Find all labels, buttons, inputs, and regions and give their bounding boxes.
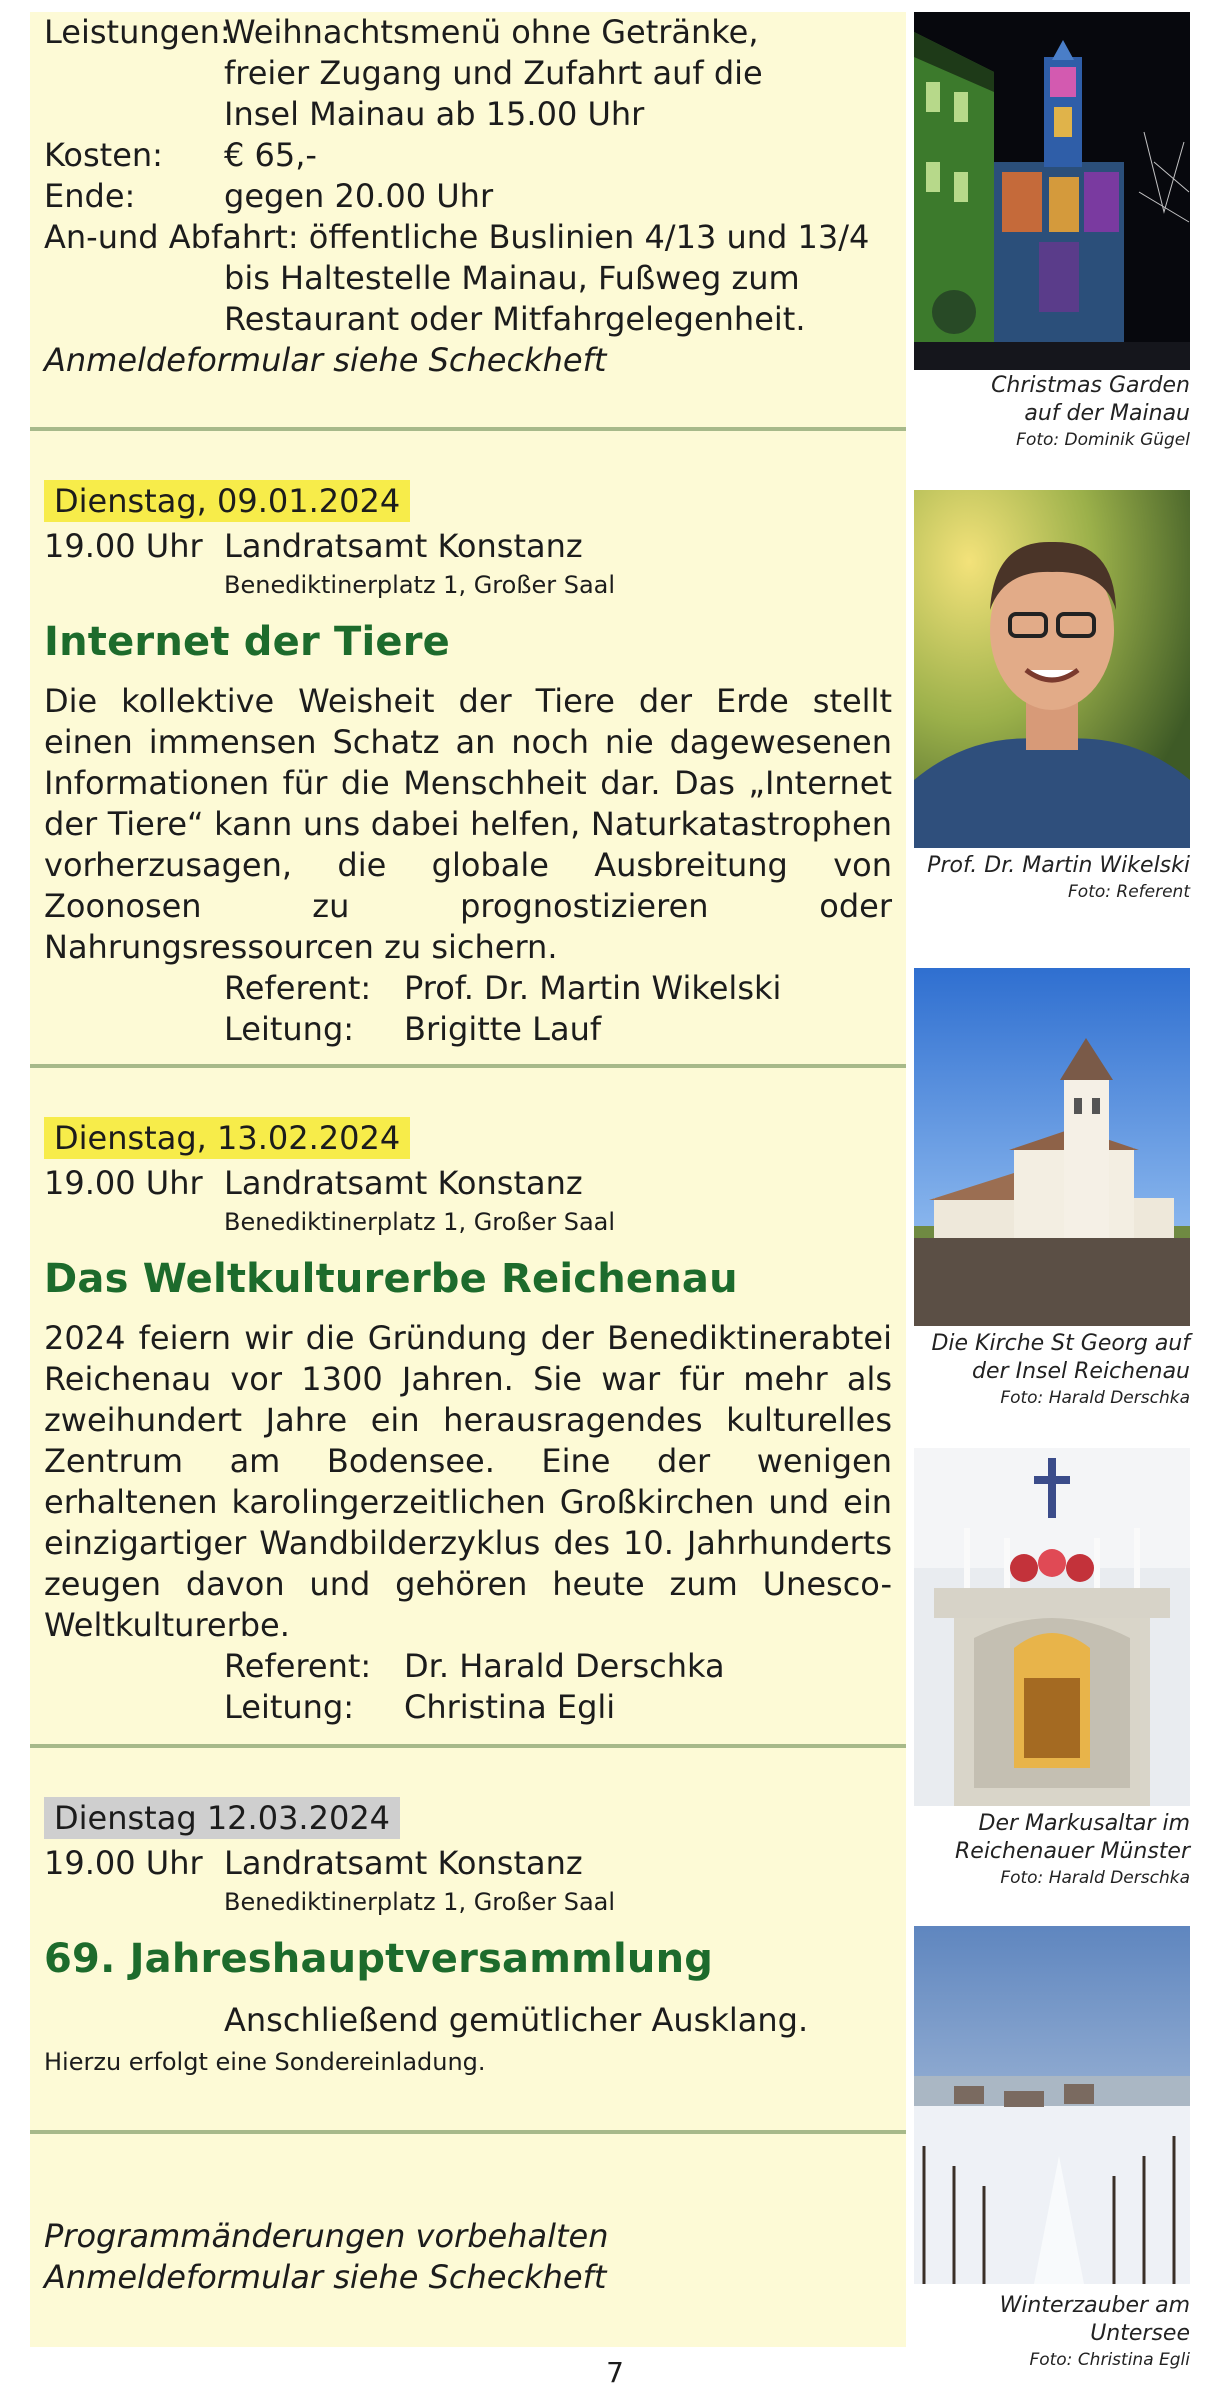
winter-photo	[914, 1926, 1190, 2284]
event-description: 2024 feiern wir die Gründung der Benediktinerabtei Reichenau vor 1300 Jahren. Sie war für mehr als zweihundert Jahre ein herausragendes kulturelles Zentrum am Bodensee. Eine der wenigen erhaltenen karolingerzeitlichen Großkirchen und ein einzigartiger Wandbilderzyklus des 10. Jahrhunderts zeugen davon und gehören heute zum Unesco-Weltkulturerbe.	[44, 1319, 892, 1644]
caption-line: Prof. Dr. Martin Wikelski	[927, 853, 1190, 878]
leistungen-line: freier Zugang und Zufahrt auf die	[224, 54, 763, 92]
photo-credit: Foto: Dominik Gügel	[1016, 430, 1190, 450]
caption-line: Der Markusaltar im	[978, 1811, 1190, 1836]
divider	[30, 1744, 906, 1748]
event-place: Landratsamt Konstanz	[224, 527, 583, 565]
event-place: Landratsamt Konstanz	[224, 1844, 583, 1882]
footer-line: Programmänderungen vorbehalten	[44, 2217, 609, 2255]
divider	[30, 427, 906, 431]
event-date: Dienstag 12.03.2024	[44, 1797, 400, 1839]
event-date: Dienstag, 13.02.2024	[44, 1117, 410, 1159]
photo-caption	[900, 1810, 1190, 1890]
event-date: Dienstag, 09.01.2024	[44, 480, 410, 522]
photo-credit: Foto: Referent	[1068, 882, 1190, 902]
caption-line: Reichenauer Münster	[955, 1839, 1190, 1864]
photo-credit: Foto: Harald Derschka	[1000, 1868, 1190, 1888]
event-title: Internet der Tiere	[44, 619, 450, 665]
church-photo	[914, 968, 1190, 1326]
event-2	[44, 1117, 892, 1728]
caption-line: Die Kirche St Georg auf	[931, 1331, 1190, 1356]
kosten-label: Kosten:	[44, 136, 163, 174]
caption-line: Winterzauber am Untersee	[999, 2293, 1190, 2346]
footer-notes	[44, 2216, 892, 2298]
event-small-note: Hierzu erfolgt eine Sondereinladung.	[44, 2048, 486, 2076]
leitung-label: Leitung:	[224, 1688, 355, 1726]
event-place-sub: Benediktinerplatz 1, Großer Saal	[224, 1208, 616, 1236]
leistungen-label: Leistungen:	[44, 13, 231, 51]
ende-value: gegen 20.00 Uhr	[224, 177, 494, 215]
event-place-sub: Benediktinerplatz 1, Großer Saal	[224, 571, 616, 599]
leitung-label: Leitung:	[224, 1010, 355, 1048]
event-place-sub: Benediktinerplatz 1, Großer Saal	[224, 1888, 616, 1916]
referent-label: Referent:	[224, 969, 372, 1007]
photo-caption	[900, 372, 1190, 452]
event-time: 19.00 Uhr	[44, 1164, 203, 1202]
event-1	[44, 480, 892, 1050]
top-details	[44, 12, 892, 381]
main-panel	[30, 12, 906, 2347]
event-time: 19.00 Uhr	[44, 527, 203, 565]
event-title: 69. Jahreshauptversammlung	[44, 1936, 714, 1982]
leitung-name: Christina Egli	[404, 1688, 616, 1726]
photo-credit: Foto: Harald Derschka	[1000, 1388, 1190, 1408]
leistungen-line: Weihnachtsmenü ohne Getränke,	[224, 13, 759, 51]
ende-label: Ende:	[44, 177, 136, 215]
photo-caption	[900, 1330, 1190, 1410]
event-title: Das Weltkulturerbe Reichenau	[44, 1256, 738, 1302]
anmelde-note: Anmeldeformular siehe Scheckheft	[44, 341, 607, 379]
leistungen-line: Insel Mainau ab 15.00 Uhr	[224, 95, 645, 133]
event-note: Anschließend gemütlicher Ausklang.	[224, 2001, 809, 2039]
event-3	[44, 1797, 892, 2079]
altar-photo	[914, 1448, 1190, 1806]
caption-line: der Insel Reichenau	[972, 1359, 1190, 1384]
anfahrt-line: Restaurant oder Mitfahrgelegenheit.	[224, 300, 806, 338]
christmas-garden-photo	[914, 12, 1190, 370]
caption-line: Christmas Garden	[991, 373, 1190, 398]
caption-line: auf der Mainau	[1024, 401, 1190, 426]
photo-caption	[900, 852, 1190, 904]
referent-label: Referent:	[224, 1647, 372, 1685]
leitung-name: Brigitte Lauf	[404, 1010, 602, 1048]
portrait-photo	[914, 490, 1190, 848]
referent-name: Dr. Harald Derschka	[404, 1647, 725, 1685]
page-number: 7	[606, 2356, 624, 2389]
event-time: 19.00 Uhr	[44, 1844, 203, 1882]
anfahrt-label: An-und Abfahrt:	[44, 218, 299, 256]
divider	[30, 1064, 906, 1068]
anfahrt-line: öffentliche Buslinien 4/13 und 13/4	[308, 218, 870, 256]
anfahrt-line: bis Haltestelle Mainau, Fußweg zum	[224, 259, 800, 297]
referent-name: Prof. Dr. Martin Wikelski	[404, 969, 782, 1007]
event-description: Die kollektive Weisheit der Tiere der Erde stellt einen immensen Schatz an noch nie dagewesenen Informationen für die Menschheit dar. Das „Internet der Tiere“ kann uns dabei helfen, Naturkatastrophen vorherzusagen, die globale Ausbreitung von Zoonosen zu prognostizieren oder Nahrungsressourcen zu sichern.	[44, 682, 892, 966]
event-place: Landratsamt Konstanz	[224, 1164, 583, 1202]
footer-line: Anmeldeformular siehe Scheckheft	[44, 2258, 607, 2296]
divider	[30, 2130, 906, 2134]
photo-credit: Foto: Christina Egli	[1029, 2350, 1190, 2370]
kosten-value: € 65,-	[224, 136, 317, 174]
